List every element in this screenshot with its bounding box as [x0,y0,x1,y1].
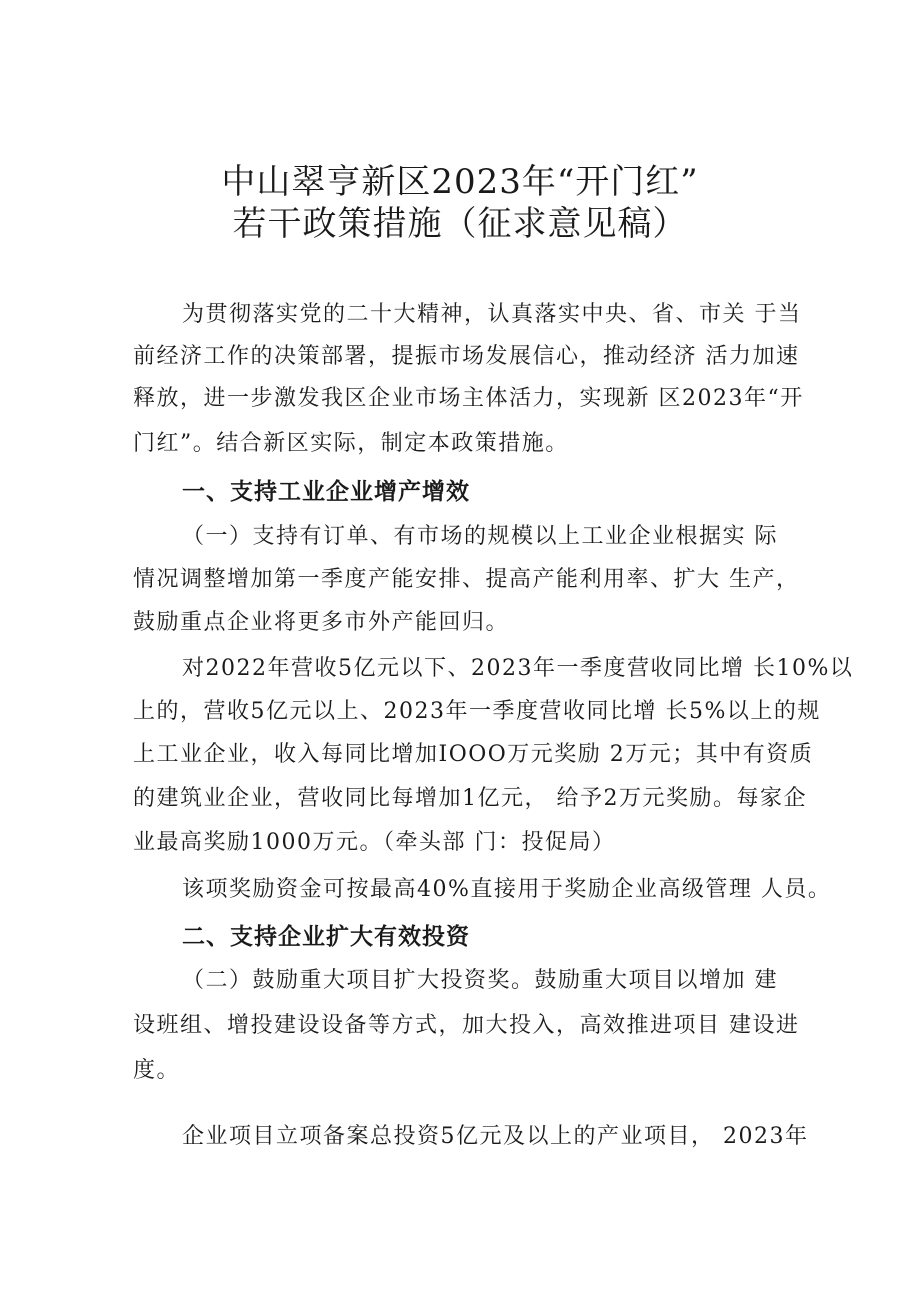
section2-para1-line: （二）鼓励重大项目扩大投资奖。鼓励重大项目以增加 建 [182,968,778,993]
section2-para1-line: 设班组、增投建设设备等方式，加大投入，高效推进项目 建设进 [133,1013,800,1038]
section1-para1-line: （一）支持有订单、有市场的规模以上工业企业根据实 际 [182,524,778,549]
section1-para2-line: 上工业企业，收入每同比增加IOOO万元奖励 2万元；其中有资质 [133,742,814,767]
section1-para2-line: 上的，营收5亿元以上、2023年一季度营收同比增 长5%以上的规 [133,699,821,724]
intro-line: 前经济工作的决策部署，提振市场发展信心，推动经济 活力加速 [133,344,800,369]
section-heading-1: 一、支持工业企业增产增效 [182,479,470,505]
section1-para2-line: 业最高奖励1000万元。（牵头部 门：投促局） [133,830,616,855]
section1-para2-line: 的建筑业企业，营收同比每增加1亿元， 给予2万元奖励。每家企 [133,786,807,811]
section1-para2-line: 对2022年营收5亿元以下、2023年一季度营收同比增 长10%以 [182,656,854,681]
document-title-line-1: 中山翠亨新区2023年“开门红” [221,162,699,202]
section1-para3-line: 该项奖励资金可按最高40%直接用于奖励企业高级管理 人员。 [182,877,832,902]
section1-para1-line: 鼓励重点企业将更多市外产能回归。 [133,610,510,635]
intro-line: 为贯彻落实党的二十大精神，认真落实中央、省、市关 于当 [182,302,802,327]
section1-para1-line: 情况调整增加第一季度产能安排、提高产能利用率、扩大 生产， [133,567,800,592]
section2-para1-line: 度。 [133,1058,181,1083]
intro-line: 门红”。结合新区实际，制定本政策措施。 [133,431,569,456]
section2-para2-line: 企业项目立项备案总投资5亿元及以上的产业项目， 2023年 [182,1124,809,1149]
intro-line: 释放，进一步激发我区企业市场主体活力，实现新 区2023年“开 [133,386,804,411]
document-title-line-2: 若干政策措施（征求意见稿） [232,204,688,244]
section-heading-2: 二、支持企业扩大有效投资 [182,924,470,950]
